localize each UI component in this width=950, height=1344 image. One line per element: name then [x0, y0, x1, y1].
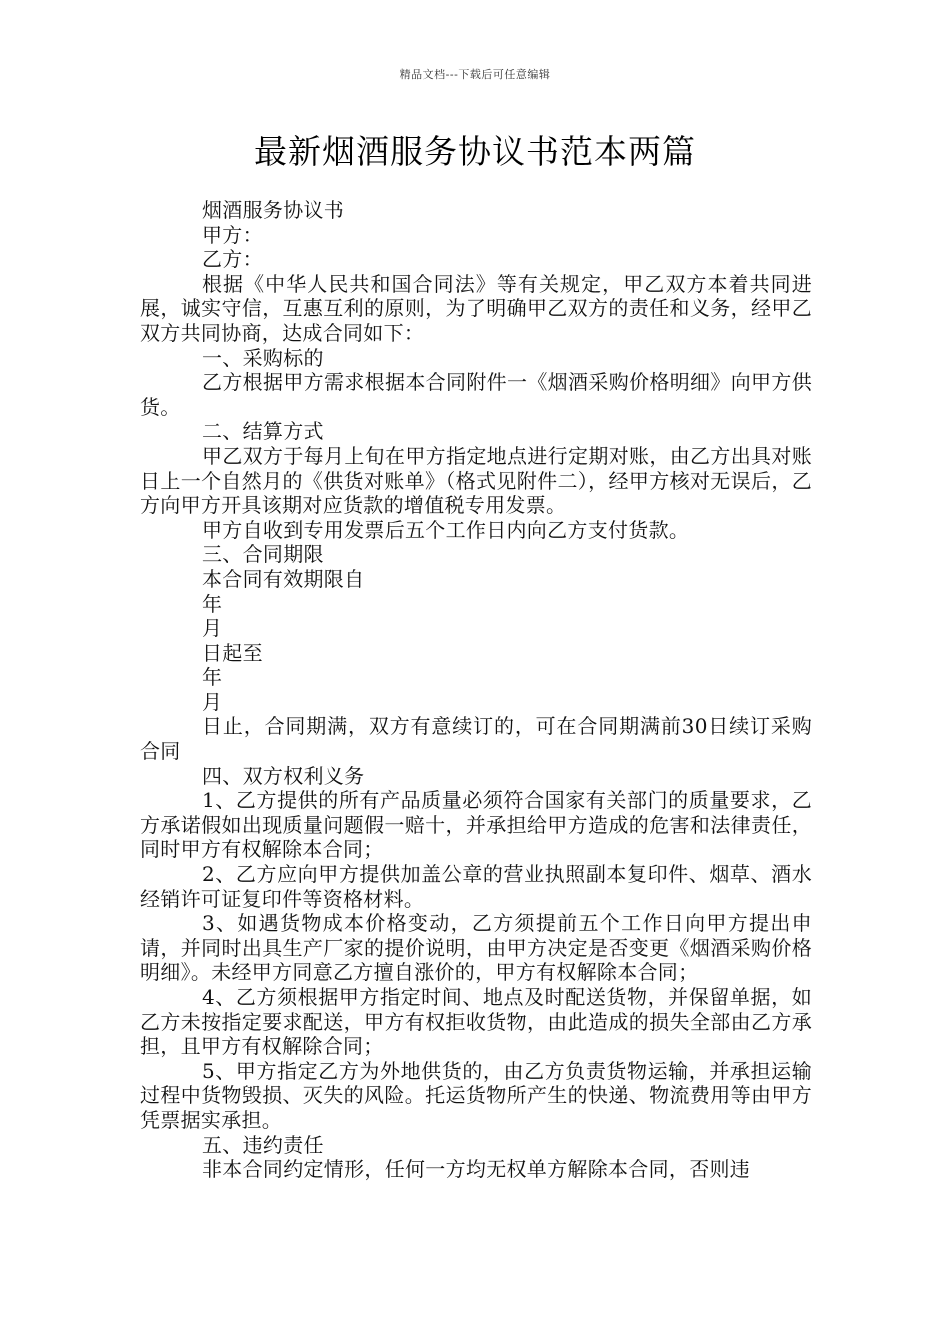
section-heading-5: 五、违约责任	[202, 1132, 324, 1157]
section-heading-3: 三、合同期限	[202, 542, 324, 567]
section-5-paragraph: 非本合同约定情形，任何一方均无权单方解除本合同，否则违	[202, 1157, 751, 1182]
section-heading-1: 一、采购标的	[202, 345, 324, 370]
clause-4-2: 2、乙方应向甲方提供加盖公章的营业执照副本复印件、烟草、酒水经销许可证复印件等资格材料。	[140, 862, 812, 911]
term-line-month-1: 月	[202, 616, 223, 641]
clause-4-1: 1、乙方提供的所有产品质量必须符合国家有关部门的质量要求，乙方承诺假如出现质量问题假一赔十，并承担给甲方造成的危害和法律责任，同时甲方有权解除本合同；	[140, 788, 812, 862]
term-line-day-1: 日起至	[202, 640, 263, 665]
section-heading-4: 四、双方权利义务	[202, 763, 365, 788]
section-2-paragraph-2: 甲方自收到专用发票后五个工作日内向乙方支付货款。	[202, 517, 690, 542]
preamble-paragraph: 根据《中华人民共和国合同法》等有关规定，甲乙双方本着共同进展，诚实守信，互惠互利的原则，为了明确甲乙双方的责任和义务，经甲乙双方共同协商，达成合同如下：	[140, 271, 812, 345]
clause-4-3: 3、如遇货物成本价格变动，乙方须提前五个工作日向甲方提出申请，并同时出具生产厂家的提价说明，由甲方决定是否变更《烟酒采购价格明细》。未经甲方同意乙方擅自涨价的，甲方有权解除本合同；	[140, 911, 812, 985]
section-2-paragraph-1: 甲乙双方于每月上旬在甲方指定地点进行定期对账，由乙方出具对账日上一个自然月的《供货对账单》（格式见附件二），经甲方核对无误后，乙方向甲方开具该期对应货款的增值税专用发票。	[140, 443, 812, 518]
section-1-paragraph: 乙方根据甲方需求根据本合同附件一《烟酒采购价格明细》向甲方供货。	[140, 370, 812, 419]
header-note: 精品文档---下载后可任意编辑	[399, 68, 551, 81]
term-line-year-1: 年	[202, 591, 223, 616]
party-a-line: 甲方：	[202, 222, 263, 247]
term-line-year-2: 年	[202, 665, 223, 690]
clause-4-4: 4、乙方须根据甲方指定时间、地点及时配送货物，并保留单据，如乙方未按指定要求配送，甲方有权拒收货物，由此造成的损失全部由乙方承担，且甲方有权解除合同；	[140, 985, 812, 1059]
term-line-start: 本合同有效期限自	[202, 566, 365, 591]
party-b-line: 乙方：	[202, 247, 263, 272]
term-line-month-2: 月	[202, 689, 223, 714]
document-title: 最新烟酒服务协议书范本两篇	[254, 132, 696, 171]
clause-4-5: 5、甲方指定乙方为外地供货的，由乙方负责货物运输，并承担运输过程中货物毁损、灭失的风险。托运货物所产生的快递、物流费用等由甲方凭票据实承担。	[140, 1058, 812, 1132]
doc-subtitle: 烟酒服务协议书	[202, 198, 345, 222]
term-line-end: 日止，合同期满，双方有意续订的，可在合同期满前30日续订采购合同	[140, 714, 812, 764]
document-body	[140, 198, 812, 1182]
section-heading-2: 二、结算方式	[202, 419, 324, 444]
